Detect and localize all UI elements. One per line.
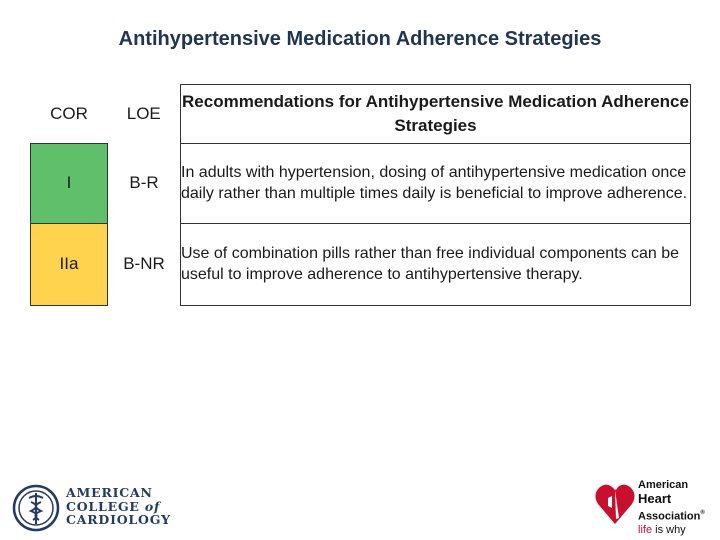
acc-logo <box>12 484 172 532</box>
acc-line1: AMERICAN <box>66 485 153 500</box>
loe-cell: B-NR <box>123 254 165 273</box>
aha-line3: Association <box>638 510 701 523</box>
acc-wordmark <box>66 486 171 527</box>
table-row <box>31 223 691 305</box>
acc-college: COLLEGE <box>66 498 140 514</box>
recommendations-table <box>30 84 691 306</box>
table-header-row <box>31 85 691 144</box>
page-title: Antihypertensive Medication Adherence Strategies <box>118 28 602 50</box>
aha-tag-iswhy: is why <box>655 524 686 536</box>
loe-cell: B-R <box>129 173 159 192</box>
aha-logo <box>594 474 720 538</box>
aha-line2: Heart <box>638 491 672 506</box>
aha-tagline <box>638 524 686 536</box>
recommendation-text: Use of combination pills rather than free individual components can be useful to improve adherence to antihypertensive therapy. <box>181 223 691 305</box>
recommendation-text: In adults with hypertension, dosing of antihypertensive medication once daily rather than multiple times daily is beneficial to improve adherence. <box>181 143 691 223</box>
aha-tag-life: life <box>638 524 653 536</box>
caduceus-seal-icon <box>12 484 60 532</box>
heart-torch-icon <box>594 478 636 526</box>
acc-line2 <box>66 500 171 514</box>
acc-of: of <box>144 498 161 514</box>
acc-line3: CARDIOLOGY <box>66 512 171 527</box>
cor-header: COR <box>50 103 88 123</box>
table-row <box>31 143 691 223</box>
cor-cell: I <box>31 143 108 223</box>
aha-line1: American <box>638 479 689 491</box>
aha-wordmark: American Heart Association® <box>638 479 705 523</box>
loe-header: LOE <box>126 103 161 123</box>
recommendation-header: Recommendations for Antihypertensive Medication Adherence Strategies <box>181 85 691 144</box>
cor-cell: IIa <box>31 223 108 305</box>
